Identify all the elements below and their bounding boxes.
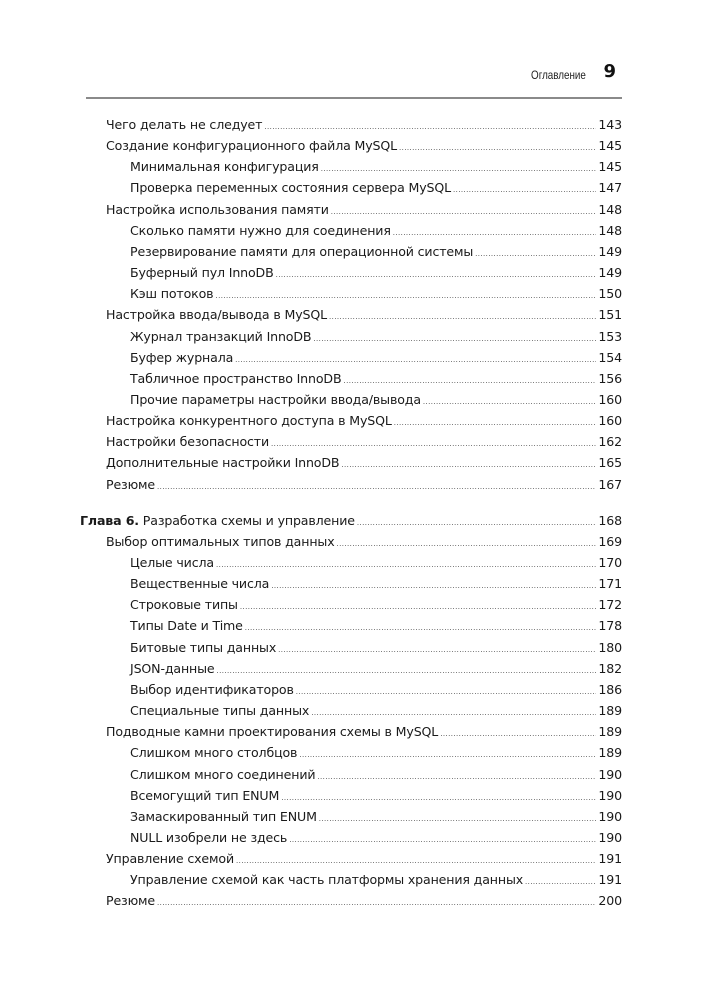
toc-page-number: 190 xyxy=(598,766,622,782)
toc-entry-text: Выбор идентификаторов xyxy=(130,681,294,697)
dot-leader xyxy=(343,377,596,385)
toc-entry-text: Типы Date и Time xyxy=(130,618,243,634)
toc-chapter-entry[interactable] xyxy=(80,513,622,534)
toc-entry[interactable] xyxy=(130,767,622,788)
toc-entry-title xyxy=(130,159,319,174)
dot-leader xyxy=(278,646,596,654)
dot-leader xyxy=(313,335,596,343)
toc-entry-text: Прочие параметры настройки ввода/вывода xyxy=(130,391,421,407)
dot-leader xyxy=(235,356,596,364)
toc-entry-text: Буфер журнала xyxy=(130,349,234,365)
toc-entry[interactable] xyxy=(130,809,622,830)
dot-leader xyxy=(157,899,596,907)
toc-entry-text: Создание конфигурационного файла MySQL xyxy=(106,138,398,154)
toc-entry-title xyxy=(130,745,297,760)
toc-entry-text: Всемогущий тип ENUM xyxy=(130,787,280,803)
dot-leader xyxy=(440,730,596,738)
toc-page-number: 191 xyxy=(598,872,622,888)
toc-entry-title xyxy=(130,223,391,238)
header-divider xyxy=(86,97,622,99)
toc-entry[interactable] xyxy=(106,851,622,872)
toc-entry-title xyxy=(106,117,262,132)
toc-entry[interactable] xyxy=(130,244,622,265)
dot-leader xyxy=(311,709,596,717)
toc-entry[interactable] xyxy=(130,350,622,371)
dot-leader xyxy=(245,624,597,632)
toc-entry-title xyxy=(130,329,311,344)
toc-entry-text: Табличное пространство InnoDB xyxy=(130,370,342,386)
dot-leader xyxy=(240,603,597,611)
dot-leader xyxy=(453,186,596,194)
toc-entry-text: Дополнительные настройки InnoDB xyxy=(106,455,340,471)
running-header-title: Оглавление xyxy=(531,68,586,82)
toc-entry[interactable] xyxy=(130,618,622,639)
toc-entry-text: Слишком много соединений xyxy=(130,766,316,782)
page-number: 9 xyxy=(603,61,616,82)
dot-leader xyxy=(423,398,596,406)
toc-entry-title xyxy=(130,180,451,195)
dot-leader xyxy=(475,250,596,258)
toc-entry-title xyxy=(106,413,392,428)
toc-entry[interactable] xyxy=(106,307,622,328)
toc-entry-title xyxy=(106,202,329,217)
toc-entry-text: Целые числа xyxy=(130,555,214,570)
toc-entry-title xyxy=(130,576,269,591)
toc-entry-text: Битовые типы данных xyxy=(130,639,277,655)
dot-leader xyxy=(276,271,597,279)
toc-entry[interactable] xyxy=(130,180,622,201)
toc-page-number: 186 xyxy=(598,681,622,697)
toc-entry[interactable] xyxy=(130,682,622,703)
dot-leader xyxy=(299,751,596,759)
toc-page-number: 190 xyxy=(598,787,622,803)
toc-entry-text: Буферный пул InnoDB xyxy=(130,265,274,281)
toc-entry[interactable] xyxy=(106,434,622,455)
dot-leader xyxy=(217,667,597,675)
dot-leader xyxy=(236,857,596,865)
toc-page-number: 145 xyxy=(598,159,622,175)
toc-entry[interactable] xyxy=(130,703,622,724)
toc-entry-text: Замаскированный тип ENUM xyxy=(130,808,317,824)
toc-entry[interactable] xyxy=(130,830,622,851)
toc-entry[interactable] xyxy=(106,477,622,498)
toc-entry[interactable] xyxy=(106,413,622,434)
toc-entry[interactable] xyxy=(106,724,622,745)
toc-entry-text: Резюме xyxy=(106,476,155,492)
dot-leader xyxy=(296,688,597,696)
toc-entry-title xyxy=(130,350,233,365)
dot-leader xyxy=(264,123,596,131)
toc-entry-title xyxy=(80,513,355,528)
toc-entry-title xyxy=(130,788,279,803)
toc-entry-title xyxy=(130,392,421,407)
toc-entry-text: Строковые типы xyxy=(130,597,238,613)
toc-entry-title xyxy=(130,286,213,301)
toc-page-number: 145 xyxy=(598,138,622,154)
toc-entry[interactable] xyxy=(130,286,622,307)
dot-leader xyxy=(394,419,597,427)
toc-page-number: 189 xyxy=(598,724,622,740)
toc-page-number: 147 xyxy=(598,180,622,196)
toc-entry-title xyxy=(130,682,294,697)
toc-entry-title xyxy=(130,872,523,887)
dot-leader xyxy=(321,165,597,173)
toc-page-number: 178 xyxy=(598,618,622,634)
toc-page-number: 200 xyxy=(598,893,622,909)
toc-entry-text: Слишком много столбцов xyxy=(130,745,298,761)
toc-entry-text: Настройка ввода/вывода в MySQL xyxy=(106,307,327,323)
toc-entry-title xyxy=(130,640,276,655)
toc-entry-title xyxy=(130,618,243,633)
toc-page-number: 149 xyxy=(598,243,622,259)
dot-leader xyxy=(216,561,596,569)
dot-leader xyxy=(337,540,597,548)
toc-entry-text: Вещественные числа xyxy=(130,576,270,592)
toc-entry-text: Сколько памяти нужно для соединения xyxy=(130,222,391,238)
dot-leader xyxy=(271,582,596,590)
toc-page-number: 168 xyxy=(598,512,622,528)
toc-entry-text: Настройка использования памяти xyxy=(106,201,329,217)
toc-page-number: 167 xyxy=(598,476,622,492)
toc-entry-title xyxy=(106,138,397,153)
dot-leader xyxy=(341,461,596,469)
toc-entry[interactable] xyxy=(130,555,622,576)
toc-page-number: 172 xyxy=(598,597,622,613)
dot-leader xyxy=(357,519,597,527)
toc-entry[interactable] xyxy=(106,138,622,159)
toc-page-number: 180 xyxy=(598,639,622,655)
toc-entry[interactable] xyxy=(106,117,622,138)
toc-page-number: 143 xyxy=(598,117,622,132)
toc-entry-title xyxy=(130,555,214,570)
toc-entry-text: Кэш потоков xyxy=(130,286,214,302)
toc-entry-title xyxy=(106,455,339,470)
dot-leader xyxy=(399,144,596,152)
dot-leader xyxy=(281,794,596,802)
toc-page-number: 160 xyxy=(598,391,622,407)
toc-entry-title xyxy=(106,893,155,908)
toc-entry-title xyxy=(106,724,438,739)
toc-page-number: 148 xyxy=(598,222,622,238)
toc-entry-text: NULL изобрели не здесь xyxy=(130,829,288,845)
toc-page-number: 150 xyxy=(598,286,622,302)
toc-entry[interactable] xyxy=(130,392,622,413)
toc-entry[interactable] xyxy=(130,661,622,682)
toc-entry-text: JSON-данные xyxy=(130,660,215,676)
toc-entry[interactable] xyxy=(106,893,622,914)
toc-entry-text: Специальные типы данных xyxy=(130,703,310,719)
toc-page-number: 190 xyxy=(598,829,622,845)
toc-entry[interactable] xyxy=(130,223,622,244)
toc-page-number: 151 xyxy=(598,307,622,323)
toc-entry-text: Журнал транзакций InnoDB xyxy=(130,328,312,344)
toc-entry-title xyxy=(106,851,234,866)
toc-entry-text: Резервирование памяти для операционной системы xyxy=(130,243,474,259)
toc-entry-text: Резюме xyxy=(106,893,155,909)
toc-entry[interactable] xyxy=(130,159,622,180)
toc-entry-text: Настройки безопасности xyxy=(106,434,270,450)
dot-leader xyxy=(331,208,597,216)
toc-entry[interactable] xyxy=(130,597,622,618)
toc-entry-title xyxy=(130,244,473,259)
dot-leader xyxy=(289,836,596,844)
toc-entry[interactable] xyxy=(106,202,622,223)
toc-entry-text: Проверка переменных состояния сервера MySQL xyxy=(130,180,452,196)
toc-page-number: 148 xyxy=(598,201,622,217)
dot-leader xyxy=(525,878,596,886)
toc-entry-text: Подводные камни проектирования схемы в MySQL xyxy=(106,724,439,740)
toc-entry[interactable] xyxy=(130,640,622,661)
dot-leader xyxy=(329,313,596,321)
toc-entry-title xyxy=(130,661,215,676)
toc-entry[interactable] xyxy=(130,788,622,809)
toc-entry[interactable] xyxy=(130,872,622,893)
toc-entry[interactable] xyxy=(130,265,622,286)
toc-entry-text: Чего делать не следует xyxy=(106,117,263,132)
toc-entry-title xyxy=(106,477,155,492)
toc-entry[interactable] xyxy=(130,745,622,766)
toc-entry-title xyxy=(130,371,341,386)
toc-page-number: 162 xyxy=(598,434,622,450)
dot-leader xyxy=(157,483,596,491)
toc-entry-title xyxy=(106,307,327,322)
dot-leader xyxy=(393,229,597,237)
dot-leader xyxy=(215,292,596,300)
toc-entry-title xyxy=(106,534,335,549)
dot-leader xyxy=(319,815,597,823)
toc-page-number: 170 xyxy=(598,555,622,570)
toc-page-number: 190 xyxy=(598,808,622,824)
toc-page-number: 191 xyxy=(598,851,622,867)
toc-page-number: 153 xyxy=(598,328,622,344)
toc-entry-title xyxy=(130,265,274,280)
toc-entry[interactable] xyxy=(130,576,622,597)
toc-page-number: 156 xyxy=(598,370,622,386)
toc-page-number: 189 xyxy=(598,703,622,719)
dot-leader xyxy=(317,773,596,781)
toc-entry-title xyxy=(130,597,238,612)
toc-entry[interactable] xyxy=(106,534,622,555)
toc-entry-title xyxy=(130,767,315,782)
toc-entry-text: Настройка конкурентного доступа в MySQL xyxy=(106,413,392,429)
chapter-label: Глава 6. xyxy=(80,512,139,528)
toc-entry-text: Разработка схемы и управление xyxy=(138,512,355,528)
toc-page-number: 154 xyxy=(598,349,622,365)
toc-entry[interactable] xyxy=(106,455,622,476)
toc-page-number: 182 xyxy=(598,660,622,676)
toc-entry[interactable] xyxy=(130,329,622,350)
toc-page-number: 149 xyxy=(598,265,622,281)
toc-entry-title xyxy=(130,703,309,718)
toc-page-number: 165 xyxy=(598,455,622,471)
toc-entry[interactable] xyxy=(130,371,622,392)
toc-entry-title xyxy=(106,434,269,449)
toc-entry-title xyxy=(130,830,287,845)
dot-leader xyxy=(271,440,596,448)
toc-page-number: 189 xyxy=(598,745,622,761)
toc-entry-text: Выбор оптимальных типов данных xyxy=(106,533,335,549)
toc-entry-text: Управление схемой xyxy=(106,851,234,867)
toc-entry-title xyxy=(130,809,317,824)
toc-page-number: 160 xyxy=(598,413,622,429)
toc-entry-text: Управление схемой как часть платформы хранения данных xyxy=(130,872,524,888)
running-header xyxy=(86,60,622,88)
toc-entry-text: Минимальная конфигурация xyxy=(130,159,319,175)
toc-page-number: 169 xyxy=(598,533,622,549)
toc-page-number: 171 xyxy=(598,576,622,592)
